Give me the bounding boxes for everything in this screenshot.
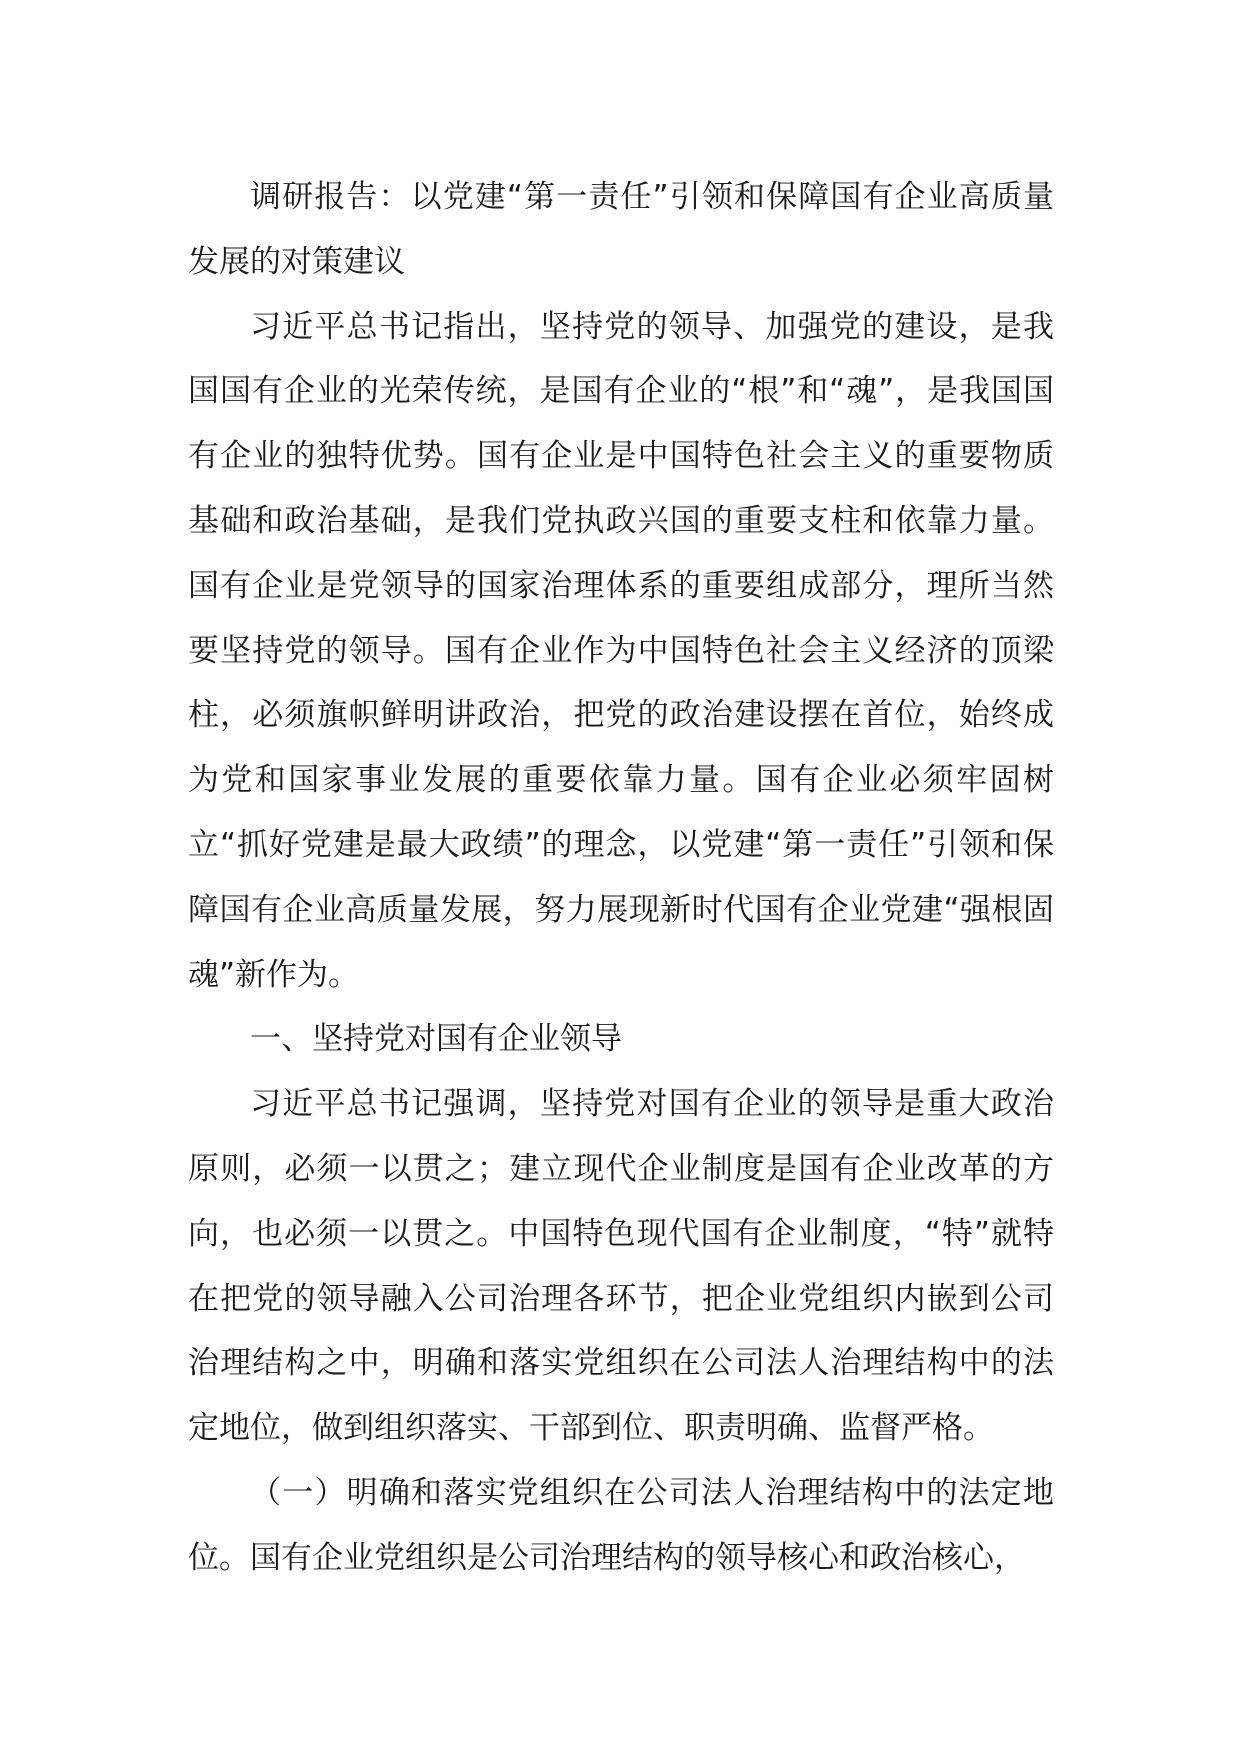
document-title: 调研报告：以党建“第一责任”引领和保障国有企业高质量发展的对策建议 <box>188 179 1054 280</box>
document-body <box>188 165 1054 1591</box>
intro-paragraph: 习近平总书记指出，坚持党的领导、加强党的建设，是我国国有企业的光荣传统，是国有企业的“根”和“魂”，是我国国有企业的独特优势。国有企业是中国特色社会主义的重要物质基础和政治基础，是我们党执政兴国的重要支柱和依靠力量。国有企业是党领导的国家治理体系的重要组成部分，理所当然要坚持党的领导。国有企业作为中国特色社会主义经济的顶梁柱，必须旗帜鲜明讲政治，把党的政治建设摆在首位，始终成为党和国家事业发展的重要依靠力量。国有企业必须牢固树立“抓好党建是最大政绩”的理念，以党建“第一责任”引领和保障国有企业高质量发展，努力展现新时代国有企业党建“强根固魂”新作为。 <box>188 308 1054 993</box>
subsection-paragraph: （一）明确和落实党组织在公司法人治理结构中的法定地位。国有企业党组织是公司治理结构的领导核心和政治核心， <box>188 1474 1054 1576</box>
section-heading: 一、坚持党对国有企业领导 <box>250 1021 622 1058</box>
section-paragraph: 习近平总书记强调，坚持党对国有企业的领导是重大政治原则，必须一以贯之；建立现代企业制度是国有企业改革的方向，也必须一以贯之。中国特色现代国有企业制度，“特”就特在把党的领导融入公司治理各环节，把企业党组织内嵌到公司治理结构之中，明确和落实党组织在公司法人治理结构中的法定地位，做到组织落实、干部到位、职责明确、监督严格。 <box>188 1086 1054 1447</box>
